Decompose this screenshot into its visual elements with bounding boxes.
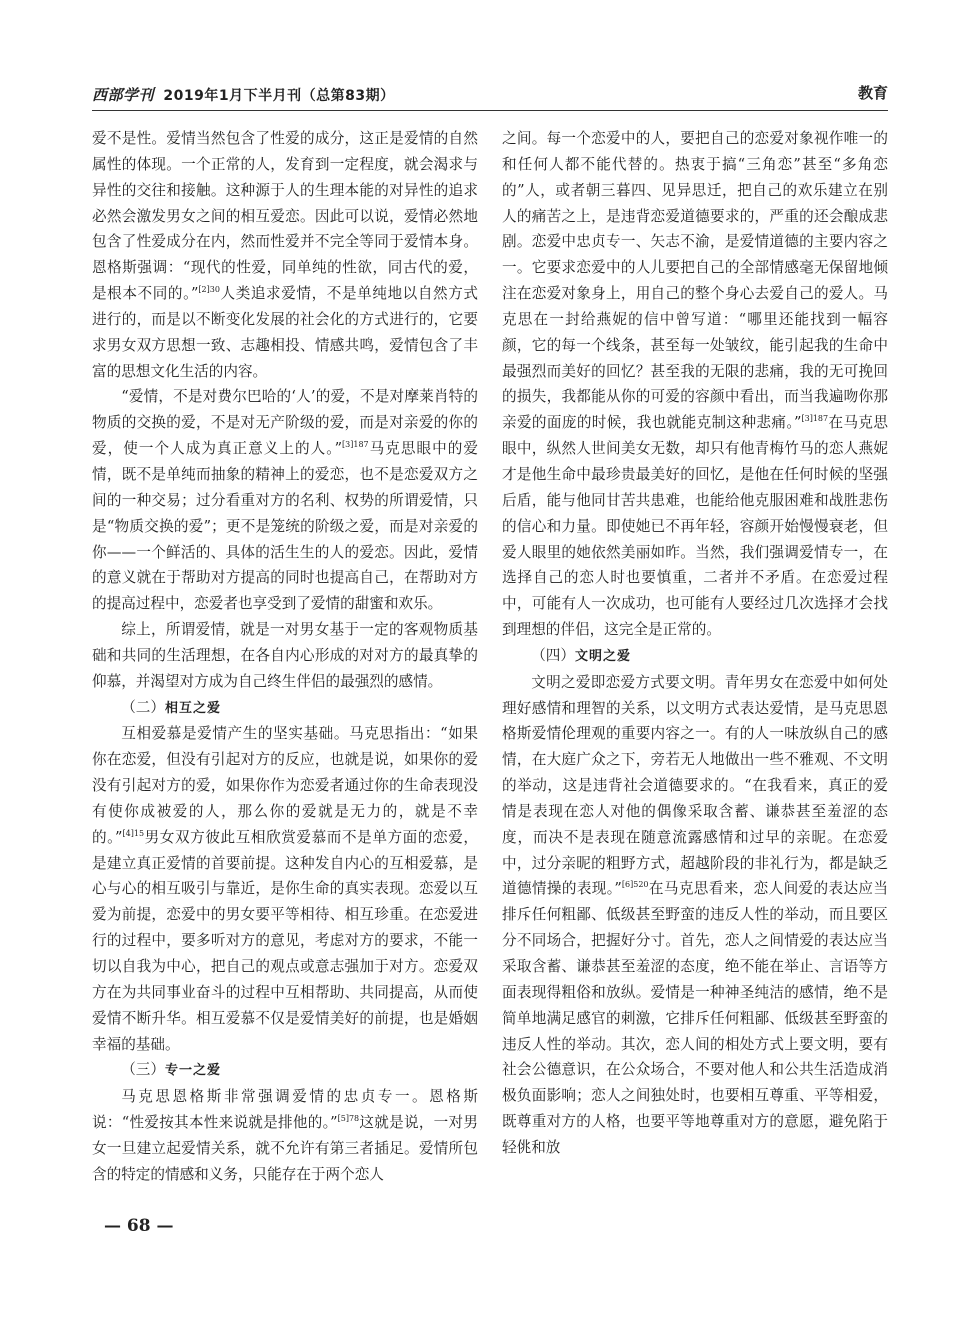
section-heading	[92, 695, 478, 722]
paragraph-text: 爱不是性。爱情当然包含了性爱的成分，这正是爱情的自然属性的体现。一个正常的人，发育到一定程度，就会渴求与异性的交往和接触。这种源于人的生理本能的对异性的追求必然会激发男女之间的相互爱恋。因此可以说，爱情必然地包含了性爱成分在内，然而性爱并不完全等同于爱情本身。恩格斯强调：“现代的性爱，同单纯的性欲，同古代的爱，是根本不同的。”	[92, 130, 478, 303]
paragraph-text: 在马克思看来，恋人间爱的表达应当排斥任何粗鄙、低级甚至野蛮的违反人性的举动，而且要区分不同场合，把握好分寸。首先，恋人之间情爱的表达应当采取含蓄、谦恭甚至羞涩的态度，绝不能在举止、言语等方面表现得粗俗和放纵。爱情是一种神圣纯洁的感情，绝不是简单地满足感官的刺激，它排斥任何粗鄙、低级甚至野蛮的违反人性的举动。其次，恋人间的相处方式上要文明，要有社会公德意识，在公众场合，不要对他人和公共生活造成消极负面影响；恋人之间独处时，也要相互尊重、平等相爱，既尊重对方的人格，也要平等地尊重对方的意愿，避免陷于轻佻和放	[502, 880, 888, 1156]
paragraph-text: 马克思眼中的爱情，既不是单纯而抽象的精神上的爱恋，也不是恋爱双方之间的一种交易；过分看重对方的名利、权势的所谓爱情，只是“物质交换的爱”；更不是笼统的阶级之爱，而是对亲爱的你——一个鲜活的、具体的活生生的人的爱恋。因此，爱情的意义就在于帮助对方提高的同时也提高自己，在帮助对方的提高过程中，恋爱者也享受到了爱情的甜蜜和欢乐。	[92, 440, 478, 613]
paragraph	[502, 126, 888, 643]
paragraph-text: 互相爱慕是爱情产生的坚实基础。马克思指出：“如果你在恋爱，但没有引起对方的反应，也就是说，如果你的爱没有引起对方的爱，如果你作为恋爱者通过你的生命表现没有使你成被爱的人，那么你的爱就是无力的，就是不幸的。”	[92, 725, 478, 846]
journal-issue: 2019年1月下半月刊（总第83期）	[163, 88, 395, 104]
right-column	[502, 126, 888, 1161]
citation: [5]78	[337, 1114, 360, 1124]
paragraph-text: 马克思恩格斯非常强调爱情的忠贞专一。恩格斯说：“性爱按其本性来说就是排他的。”	[92, 1088, 478, 1132]
page-number: — 68 —	[104, 1216, 174, 1236]
citation: [3]187	[342, 440, 369, 450]
header-rule	[92, 110, 888, 111]
section-heading	[502, 643, 888, 670]
journal-info	[92, 84, 395, 105]
section-heading	[92, 1057, 478, 1084]
paragraph-text: 男女双方彼此互相欣赏爱慕而不是单方面的恋爱，是建立真正爱情的首要前提。这种发自内心的互相爱慕，是心与心的相互吸引与靠近，是你生命的真实表现。恋爱以互爱为前提，恋爱中的男女要平等相待、相互珍重。在恋爱进行的过程中，要多听对方的意见，考虑对方的要求，不能一切以自我为中心，把自己的观点或意志强加于对方。恋爱双方在为共同事业奋斗的过程中互相帮助、共同提高，从而使爱情不断升华。相互爱慕不仅是爱情美好的前提，也是婚姻幸福的基础。	[92, 828, 478, 1053]
paragraph: 综上，所谓爱情，就是一对男女基于一定的客观物质基础和共同的生活理想，在各自内心形成的对对方的最真挚的仰慕，并渴望对方成为自己终生伴侣的最强烈的感情。	[92, 621, 478, 690]
heading-number: （三）	[121, 1061, 165, 1079]
paragraph	[92, 126, 478, 384]
paragraph-text: 这就是说，一对男女一旦建立起爱情关系，就不允许有第三者插足。爱情所包含的特定的情感和义务，只能存在于两个恋人	[92, 1114, 478, 1183]
paragraph-text: “爱情，不是对费尔巴哈的‘人’的爱，不是对摩莱肖特的物质的交换的爱，不是对无产阶级的爱，而是对亲爱的你的爱，使一个人成为真正意义上的人。”	[92, 388, 478, 458]
heading-number: （四）	[531, 646, 575, 664]
running-header	[92, 80, 888, 108]
paragraph-text: 文明之爱即恋爱方式要文明。青年男女在恋爱中如何处理好感情和理智的关系，以文明方式表达爱情，是马克思恩格斯爱情伦理观的重要内容之一。有的人一味放纵自己的感情，在大庭广众之下，旁若无人地做出一些不雅观、不文明的举动，这是违背社会道德要求的。“在我看来，真正的爱情是表现在恋人对他的偶像采取含蓄、谦恭甚至羞涩的态度，而决不是表现在随意流露感情和过早的亲昵。在恋爱中，过分亲昵的粗野方式，超越阶段的非礼行为，都是缺乏道德情操的表现。”	[502, 673, 888, 898]
paragraph	[92, 1084, 478, 1187]
heading-title: 相互之爱	[164, 700, 221, 716]
citation: [4]15	[122, 828, 145, 838]
paragraph-text: 人类追求爱情，不是单纯地以自然方式进行的，而是以不断变化发展的社会化的方式进行的，它要求男女双方思想一致、志趣相投、情感共鸣，爱情包含了丰富的思想文化生活的内容。	[92, 285, 478, 380]
citation: [6]520	[621, 880, 649, 890]
heading-number: （二）	[121, 698, 165, 716]
paragraph	[92, 384, 478, 617]
paragraph-text: 之间。每一个恋爱中的人，要把自己的恋爱对象视作唯一的和任何人都不能代替的。热衷于搞“三角恋”甚至“多角恋的”人，或者朝三暮四、见异思迁，把自己的欢乐建立在别人的痛苦之上，是违背恋爱道德要求的，严重的还会酿成悲剧。恋爱中忠贞专一、矢志不渝，是爱情道德的主要内容之一。它要求恋爱中的人儿要把自己的全部情感毫无保留地倾注在恋爱对象身上，用自己的整个身心去爱自己的爱人。马克思在一封给燕妮的信中曾写道：“哪里还能找到一幅容颜，它的每一个线条，甚至每一处皱纹，能引起我的生命中最强烈而美好的回忆？甚至我的无限的悲痛，我的无可挽回的损失，我都能从你的可爱的容颜中看出，而当我遍吻你那亲爱的面庞的时候，我也就能克制这种悲痛。”	[502, 130, 888, 432]
heading-title: 专一之爱	[164, 1063, 221, 1079]
left-column	[92, 126, 478, 1188]
citation: [3]187	[801, 414, 829, 424]
journal-logo: 西部学刊	[92, 86, 155, 104]
citation: [2]30	[198, 285, 220, 295]
heading-title: 文明之爱	[574, 648, 631, 664]
paragraph	[502, 670, 888, 1161]
section-label: 教育	[857, 84, 888, 102]
paragraph	[92, 721, 478, 1057]
paragraph-text: 在马克思眼中，纵然人世间美女无数，却只有他青梅竹马的恋人燕妮才是他生命中最珍贵最美好的回忆，是他在任何时候的坚强后盾，能与他同甘苦共患难，也能给他克服困难和战胜悲伤的信心和力量。即使她已不再年轻，容颜开始慢慢衰老，但爱人眼里的她依然美丽如昨。当然，我们强调爱情专一，在选择自己的恋人时也要慎重，二者并不矛盾。在恋爱过程中，可能有人一次成功，也可能有人要经过几次选择才会找到理想的伴侣，这完全是正常的。	[502, 414, 888, 639]
